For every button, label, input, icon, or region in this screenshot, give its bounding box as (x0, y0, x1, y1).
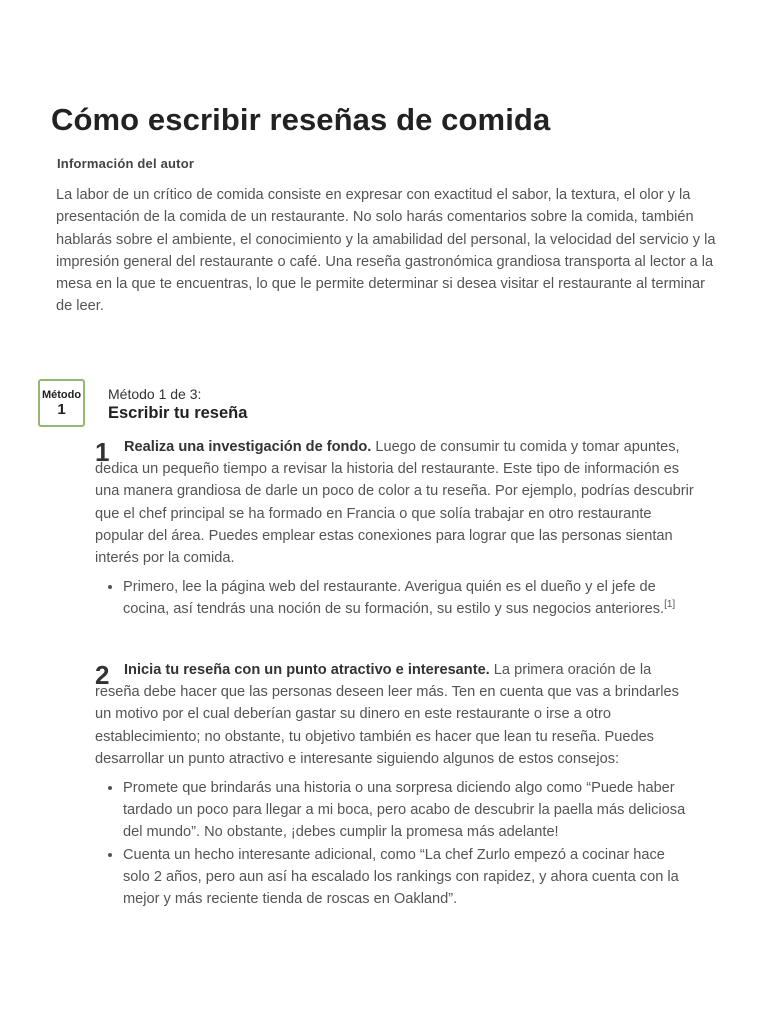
tip-item (123, 777, 693, 844)
author-info-link[interactable]: Información del autor (57, 156, 195, 171)
step-headline: Realiza una investigación de fondo. (124, 439, 372, 455)
step-tips (95, 576, 693, 620)
tip-text: Cuenta un hecho interesante adicional, como “La chef Zurlo empezó a cocinar hace solo 2 años, pero aun así ha escalado los rankings con rapidez, y ahora cuenta con la mejor y más reciente tienda de roscas en Oakland”. (123, 846, 679, 908)
step-body: La primera oración de la reseña debe hacer que las personas deseen leer más. Ten en cuenta que vas a brindarles un motivo por el cual deberían gastar su dinero en este restaurante o irse a otro establecimiento; no obstante, tu objetivo también es hacer que lean tu reseña. Puedes desarrollar un punto atractivo e interesante siguiendo algunos de estos consejos: (95, 662, 679, 767)
method-badge (38, 379, 85, 427)
tip-item (123, 844, 693, 911)
step-tips (95, 777, 693, 910)
method-title: Escribir tu reseña (108, 404, 248, 422)
tip-text: Promete que brindarás una historia o una sorpresa diciendo algo como “Puede haber tardado un poco para llegar a mi boca, pero acabo de descubrir la paella más deliciosa del mundo”. No obstante, ¡debes cumplir la promesa más adelante! (123, 780, 686, 841)
step-number: 1 (95, 437, 110, 467)
step-1 (95, 436, 695, 621)
tip-text: Primero, lee la página web del restaurante. Averigua quién es el dueño y el jefe de cocina, así tendrás una noción de su formación, su estilo y sus negocios anteriores. (123, 579, 665, 618)
step-2 (95, 659, 695, 910)
step-body: Luego de consumir tu comida y tomar apuntes, dedica un pequeño tiempo a revisar la historia del restaurante. Este tipo de información es una manera grandiosa de darle un poco de color a tu reseña. Por ejemplo, podrías descubrir que el chef principal se ha formado en Francia o que solía trabajar en otro restaurante popular del área. Puedes emplear estas conexiones para lograr que las personas sientan interés por la comida. (95, 439, 694, 567)
tip-item (123, 576, 693, 620)
reference-link[interactable]: [1] (664, 599, 676, 611)
page-title: Cómo escribir reseñas de comida (51, 102, 551, 137)
intro-paragraph: La labor de un crítico de comida consiste en expresar con exactitud el sabor, la textura, el olor y la presentación de la comida de un restaurante. No solo harás comentarios sobre la comida, también hablarás sobre el ambiente, el conocimiento y la amabilidad del personal, la velocidad del servicio y la impresión general del restaurante o café. Una reseña gastronómica grandiosa transporta al lector a la mesa en la que te encuentras, lo que le permite determinar si desea visitar el restaurante al terminar de leer. (56, 187, 716, 315)
method-badge-number: 1 (57, 401, 66, 418)
step-text (95, 436, 695, 569)
step-text (95, 659, 695, 770)
method-badge-label: Método (41, 389, 82, 401)
method-subtitle: Método 1 de 3: (108, 386, 202, 402)
step-number: 2 (95, 660, 110, 690)
step-headline: Inicia tu reseña con un punto atractivo e interesante. (124, 662, 490, 678)
